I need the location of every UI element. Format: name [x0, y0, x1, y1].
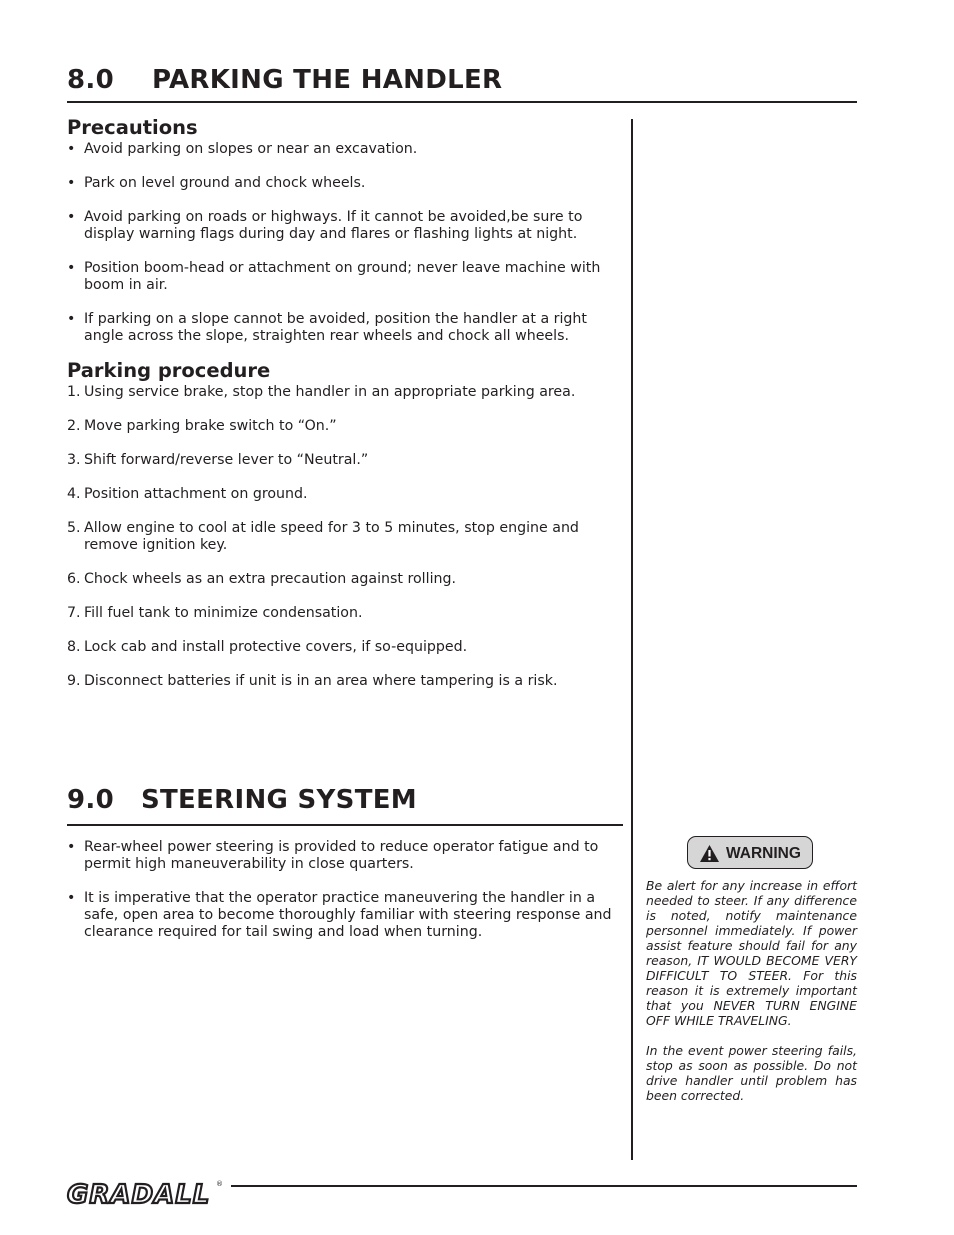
- procedure-step-item: [67, 639, 623, 656]
- precaution-text: angle across the slope, straighten rear wheels and chock all wheels.: [84, 328, 569, 344]
- warning-label: WARNING: [726, 845, 801, 862]
- procedure-step-marker: 2.: [67, 418, 81, 434]
- procedure-step-item: [67, 605, 623, 622]
- steering-text: permit high maneuverability in close quarters.: [84, 856, 414, 872]
- svg-text:®: ®: [216, 1180, 223, 1188]
- procedure-step-item: [67, 571, 623, 588]
- precaution-marker: •: [67, 209, 76, 225]
- precaution-item: [67, 209, 623, 243]
- steering-item: [67, 890, 623, 941]
- precaution-text: Avoid parking on slopes or near an excavation.: [84, 141, 418, 157]
- procedure-step-text: Fill fuel tank to minimize condensation.: [84, 605, 363, 621]
- procedure-step-text: remove ignition key.: [84, 537, 228, 553]
- procedure-step-marker: 4.: [67, 486, 81, 502]
- section-9-title: STEERING SYSTEM: [141, 785, 417, 815]
- precaution-text: display warning flags during day and flares or flashing lights at night.: [84, 226, 578, 242]
- procedure-step-text: Using service brake, stop the handler in an appropriate parking area.: [84, 384, 576, 400]
- procedure-step-item: [67, 486, 623, 503]
- steering-marker: •: [67, 839, 76, 855]
- procedure-step-item: [67, 384, 623, 401]
- section-8-heading: [67, 65, 502, 95]
- precaution-item: [67, 141, 623, 158]
- section-9-heading: [67, 785, 417, 815]
- warning-paragraph-2: In the event power steering fails, stop as soon as possible. Do not drive handler until problem has been corrected.: [646, 1043, 857, 1103]
- warning-paragraph-1: Be alert for any increase in effort needed to steer. If any difference is noted, notify maintenance personnel immediately. If power assist feature should fail for any reason, IT WOULD BECOME VERY DIFFICULT TO STEER. For this reason it is extremely important that you NEVER TURN ENGINE OFF WHILE TRAVELING.: [646, 878, 857, 1028]
- precaution-text: If parking on a slope cannot be avoided, position the handler at a right: [84, 311, 587, 327]
- section-8-number: 8.0: [67, 65, 114, 95]
- steering-item: [67, 839, 623, 873]
- procedure-step-marker: 6.: [67, 571, 81, 587]
- warning-badge: [687, 836, 813, 869]
- precaution-text: Position boom-head or attachment on ground; never leave machine with: [84, 260, 601, 276]
- procedure-step-text: Move parking brake switch to “On.”: [84, 418, 337, 434]
- steering-text: It is imperative that the operator practice maneuvering the handler in a: [84, 890, 596, 906]
- procedure-step-marker: 5.: [67, 520, 81, 536]
- warning-triangle-icon: [699, 844, 720, 867]
- precautions-heading: Precautions: [67, 116, 198, 139]
- steering-text: clearance required for tail swing and load when turning.: [84, 924, 483, 940]
- procedure-step-marker: 7.: [67, 605, 81, 621]
- procedure-step-item: [67, 673, 623, 690]
- steering-text: safe, open area to become thoroughly familiar with steering response and: [84, 907, 612, 923]
- procedure-step-item: [67, 452, 623, 469]
- footer-rule: [231, 1185, 857, 1187]
- procedure-step-marker: 8.: [67, 639, 81, 655]
- procedure-step-item: [67, 418, 623, 435]
- procedure-step-text: Position attachment on ground.: [84, 486, 308, 502]
- steering-text: Rear-wheel power steering is provided to reduce operator fatigue and to: [84, 839, 599, 855]
- procedure-step-text: Chock wheels as an extra precaution against rolling.: [84, 571, 457, 587]
- procedure-step-text: Allow engine to cool at idle speed for 3 to 5 minutes, stop engine and: [84, 520, 579, 536]
- precaution-marker: •: [67, 175, 76, 191]
- precaution-item: [67, 260, 623, 294]
- precaution-item: [67, 175, 623, 192]
- gradall-logo: [66, 1176, 226, 1210]
- procedure-step-marker: 9.: [67, 673, 81, 689]
- procedure-step-text: Lock cab and install protective covers, if so-equipped.: [84, 639, 468, 655]
- procedure-step-marker: 1.: [67, 384, 81, 400]
- procedure-step-text: Shift forward/reverse lever to “Neutral.”: [84, 452, 369, 468]
- procedure-step-item: [67, 520, 623, 554]
- svg-text:GRADALL: GRADALL: [67, 1180, 211, 1206]
- section-8-rule: [67, 101, 857, 103]
- procedure-step-marker: 3.: [67, 452, 81, 468]
- precaution-text: Avoid parking on roads or highways. If it cannot be avoided,be sure to: [84, 209, 583, 225]
- precaution-item: [67, 311, 623, 345]
- precaution-marker: •: [67, 260, 76, 276]
- precaution-text: boom in air.: [84, 277, 168, 293]
- steering-marker: •: [67, 890, 76, 906]
- section-8-title: PARKING THE HANDLER: [152, 65, 503, 95]
- section-9-number: 9.0: [67, 785, 114, 815]
- precaution-marker: •: [67, 311, 76, 327]
- section-9-rule: [67, 824, 623, 826]
- precaution-marker: •: [67, 141, 76, 157]
- precaution-text: Park on level ground and chock wheels.: [84, 175, 366, 191]
- parking-procedure-heading: Parking procedure: [67, 359, 271, 382]
- procedure-step-text: Disconnect batteries if unit is in an area where tampering is a risk.: [84, 673, 558, 689]
- column-divider: [631, 119, 633, 1160]
